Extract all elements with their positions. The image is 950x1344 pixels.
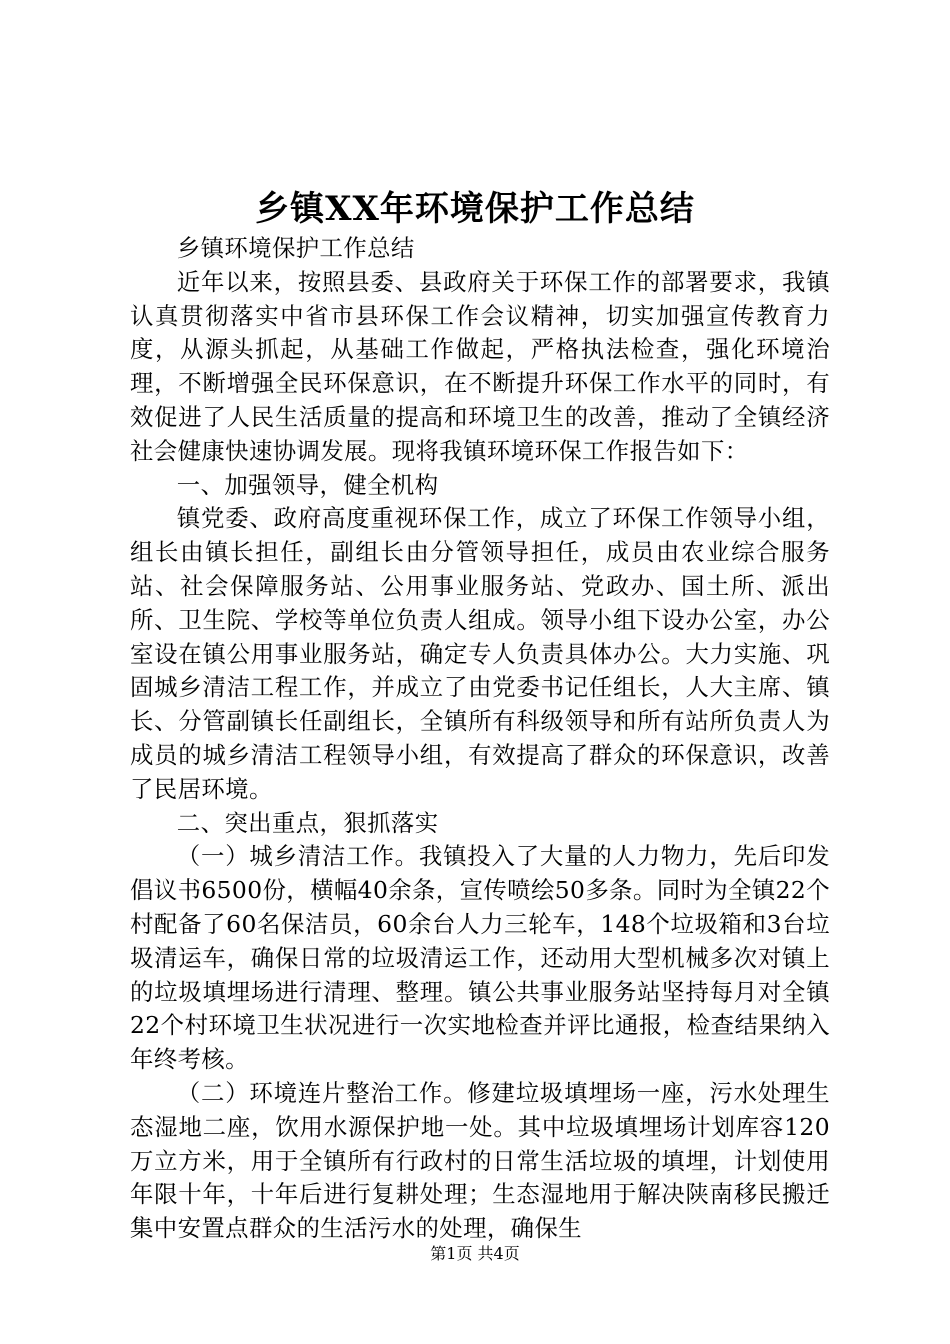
paragraph-intro: 近年以来，按照县委、县政府关于环保工作的部署要求，我镇认真贯彻落实中省市县环保工作会议精神，切实加强宣传教育力度，从源头抓起，从基础工作做起，严格执法检查，强化环境治理，不断增强全民环保意识，在不断提升环保工作水平的同时，有效促进了人民生活质量的提高和环境卫生的改善，推动了全镇经济社会健康快速协调发展。现将我镇环境环保工作报告如下：	[130, 267, 830, 465]
section-heading-2: 二、突出重点，狠抓落实	[176, 808, 439, 837]
paragraph-subtitle: 乡镇环境保护工作总结	[176, 234, 415, 262]
section-heading-1: 一、加强领导，健全机构	[176, 470, 439, 499]
paragraph-leadership: 镇党委、政府高度重视环保工作，成立了环保工作领导小组，组长由镇长担任，副组长由分管领导担任，成员由农业综合服务站、社会保障服务站、公用事业服务站、党政办、国土所、派出所、卫生院、学校等单位负责人组成。领导小组下设办公室，办公室设在镇公用事业服务站，确定专人负责具体办公。大力实施、巩固城乡清洁工程工作，并成立了由党委书记任组长，人大主席、镇长、分管副镇长任副组长，全镇所有科级领导和所有站所负责人为成员的城乡清洁工程领导小组，有效提高了群众的环保意识，改善了民居环境。	[130, 504, 830, 803]
document-body	[130, 232, 830, 1246]
paragraph-cleaning: （一）城乡清洁工作。我镇投入了大量的人力物力，先后印发倡议书6500份，横幅40余条，宣传喷绘50多条。同时为全镇22个村配备了60名保洁员，60余台人力三轮车，148个垃圾箱和3台垃圾清运车，确保日常的垃圾清运工作，还动用大型机械多次对镇上的垃圾填埋场进行清理、整理。镇公共事业服务站坚持每月对全镇22个村环境卫生状况进行一次实地检查并评比通报，检查结果纳入年终考核。	[130, 842, 831, 1074]
paragraph-remediation: （二）环境连片整治工作。修建垃圾填埋场一座，污水处理生态湿地二座，饮用水源保护地一处。其中垃圾填埋场计划库容120万立方米，用于全镇所有行政村的日常生活垃圾的填埋，计划使用年限十年，十年后进行复耕处理；生态湿地用于解决陕南移民搬迁集中安置点群众的生活污水的处理，确保生	[130, 1078, 830, 1243]
page-footer: 第1页 共4页	[430, 1244, 520, 1263]
document-title: 乡镇XX年环境保护工作总结	[255, 189, 695, 229]
